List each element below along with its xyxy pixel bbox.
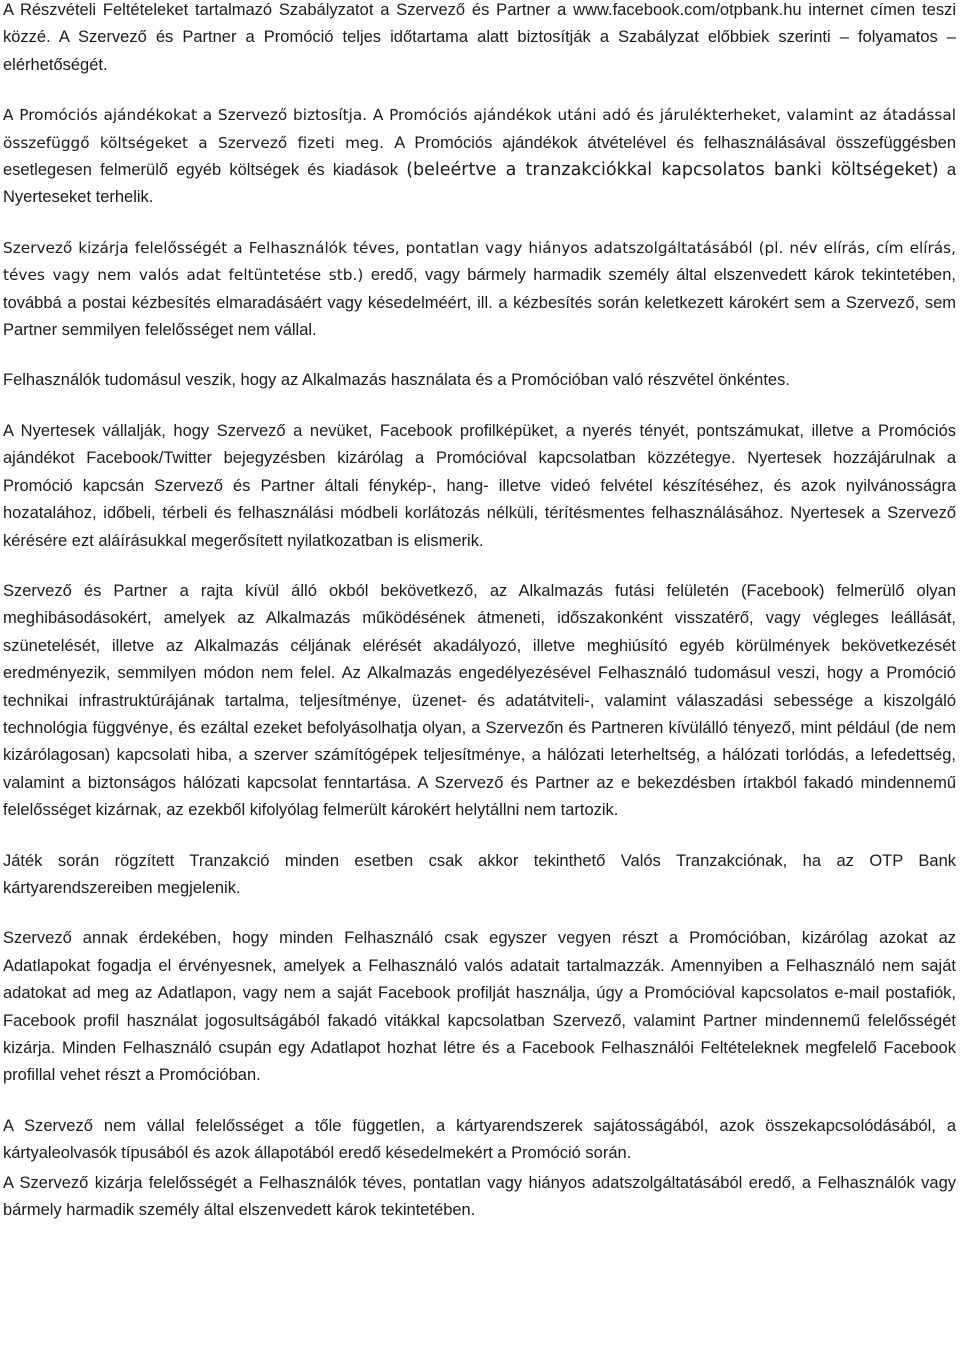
paragraph-text: a Nyerteseket terhelik. <box>3 161 957 207</box>
paragraph-rules-publication <box>3 0 956 79</box>
document-page <box>3 0 956 1247</box>
paragraph-card-systems <box>3 1113 956 1168</box>
paragraph-liability-damages <box>3 1170 956 1225</box>
paragraph-text: Játék során rögzített Tranzakció minden esetben csak akkor tekinthető Valós Tranzakciónak, ha az OTP Bank kártyarendszereiben megjelenik. <box>3 851 956 897</box>
paragraph-gifts-costs <box>3 102 956 212</box>
paragraph-text-emphasis: (beleértve a tranzakciókkal kapcsolatos banki költségeket) <box>406 160 939 181</box>
paragraph-text: A Nyertesek vállalják, hogy Szervező a nevüket, Facebook profilképüket, a nyerés tényét, pontszámukat, illetve a Promóciós ajándékot Facebook/Twitter bejegyzésben kizárólag a Promócióval kapcsolatban közzétegye. Nyertesek hozzájárulnak a Promóció kapcsán Szervező és Partner általi fénykép-, hang- illetve videó felvétel készítéséhez, és azok nyilvánosságra hozatalához, időbeli, térbeli és felhasználási módbeli korlátozás nélküli, térítésmentes felhasználásához. Nyertesek a Szervező kérésére ezt aláírásukkal megerősített nyilatkozatban is elismerik. <box>3 421 956 550</box>
paragraph-single-participation <box>3 925 956 1089</box>
paragraph-text: A Promóciós ajándékok átvételével és felhasználásával összefüggésben esetlegesen felmerülő egyéb költségek és kiadások <box>3 133 956 180</box>
paragraph-winners-consent <box>3 418 956 555</box>
paragraph-voluntary <box>3 367 956 394</box>
paragraph-valid-transaction <box>3 848 956 903</box>
paragraph-technical-liability <box>3 578 956 825</box>
paragraph-text: A Szervező nem vállal felelősséget a tőle független, a kártyarendszerek sajátosságából, azok összekapcsolódásából, a kártyaleolvasók típusából és azok állapotából eredő késedelmekért a Promóció során. <box>3 1116 956 1163</box>
paragraph-text: Szervező és Partner a rajta kívül álló okból bekövetkező, az Alkalmazás futási felületén (Facebook) felmerülő olyan meghibásodásokért, amelyek az Alkalmazás működésének átmeneti, időszakonként visszatérő, vagy végleges leállását, szünetelését, illetve az Alkalmazás céljának elérését akadályozó, illetve meghiúsító egyéb körülmények bekövetkezését eredményezik, semmilyen módon nem felel. Az Alkalmazás engedélyezésével Felhasználó tudomásul veszi, hogy a Promóció technikai infrastruktúrájának tartalma, teljesítménye, üzenet- és adatátviteli-, valamint válaszadási sebessége a kiszolgáló technológia függvénye, és ezáltal ezeket befolyásolhatja olyan, a Szervezőn és Partneren kívülálló tényező, mint például (de nem kizárólagosan) kapcsolati hiba, a szerver számítógépek teljesítménye, a hálózati leterheltség, a hálózati torlódás, a lefedettség, valamint a biztonságos hálózati kapcsolat fenntartása. A Szervező és Partner az e bekezdésben írtakból fakadó mindennemű felelősséget kizárnak, az ezekből kifolyólag felmerült károkért helytállni nem tartozik. <box>3 581 956 820</box>
paragraph-text: A Promóciós ajándékokat a Szervező biztosítja. A Promóciós ajándékok utáni adó és járulékterheket, valamint az átadással összefüggő költségeket a Szervező fizeti meg. <box>3 106 956 152</box>
paragraph-text: Felhasználók tudomásul veszik, hogy az Alkalmazás használata és a Promócióban való részvétel önkéntes. <box>3 371 790 390</box>
paragraph-liability-data <box>3 235 956 345</box>
paragraph-text: eredő, vagy bármely harmadik személy által elszenvedett károk tekintetében, továbbá a postai kézbesítés elmaradásáért vagy késedelméért, ill. a kézbesítés során keletkezett károkért sem a Szervező, sem Partner semmilyen felelősséget nem vállal. <box>3 266 956 340</box>
paragraph-text: Szervező annak érdekében, hogy minden Felhasználó csak egyszer vegyen részt a Promócióban, kizárólag azokat az Adatlapokat fogadja el érvényesnek, amelyek a Felhasználó valós adatait tartalmazzák. Amennyiben a Felhasználó nem saját adatokat ad meg az Adatlapon, vagy nem a saját Facebook profilját használja, úgy a Promócióval kapcsolatos e-mail postafiók, Facebook profil használat jogosultságából fakadó vitákkal kapcsolatban Szervező, valamint Partner mindennemű felelősségét kizárja. Minden Felhasználó csupán egy Adatlapot hozhat létre és a Facebook Felhasználói Feltételeknek megfelelő Facebook profillal vehet részt a Promócióban. <box>3 929 956 1085</box>
paragraph-text: A Szervező kizárja felelősségét a Felhasználók téves, pontatlan vagy hiányos adatszolgáltatásából eredő, a Felhasználók vagy bármely harmadik személy által elszenvedett károk tekintetében. <box>3 1173 956 1220</box>
paragraph-text: Szervező kizárja felelősségét a Felhasználók téves, pontatlan vagy hiányos adatszolgáltatásából (pl. név elírás, cím elírás, téves vagy nem valós adat feltüntetése stb.) <box>3 238 956 285</box>
paragraph-text: A Részvételi Feltételeket tartalmazó Szabályzatot a Szervező és Partner a www.facebook.com/otpbank.hu internet címen teszi közzé. A Szervező és Partner a Promóció teljes időtartama alatt biztosítják a Szabályzat előbbiek szerinti – folyamatos – elérhetőségét. <box>3 1 956 74</box>
